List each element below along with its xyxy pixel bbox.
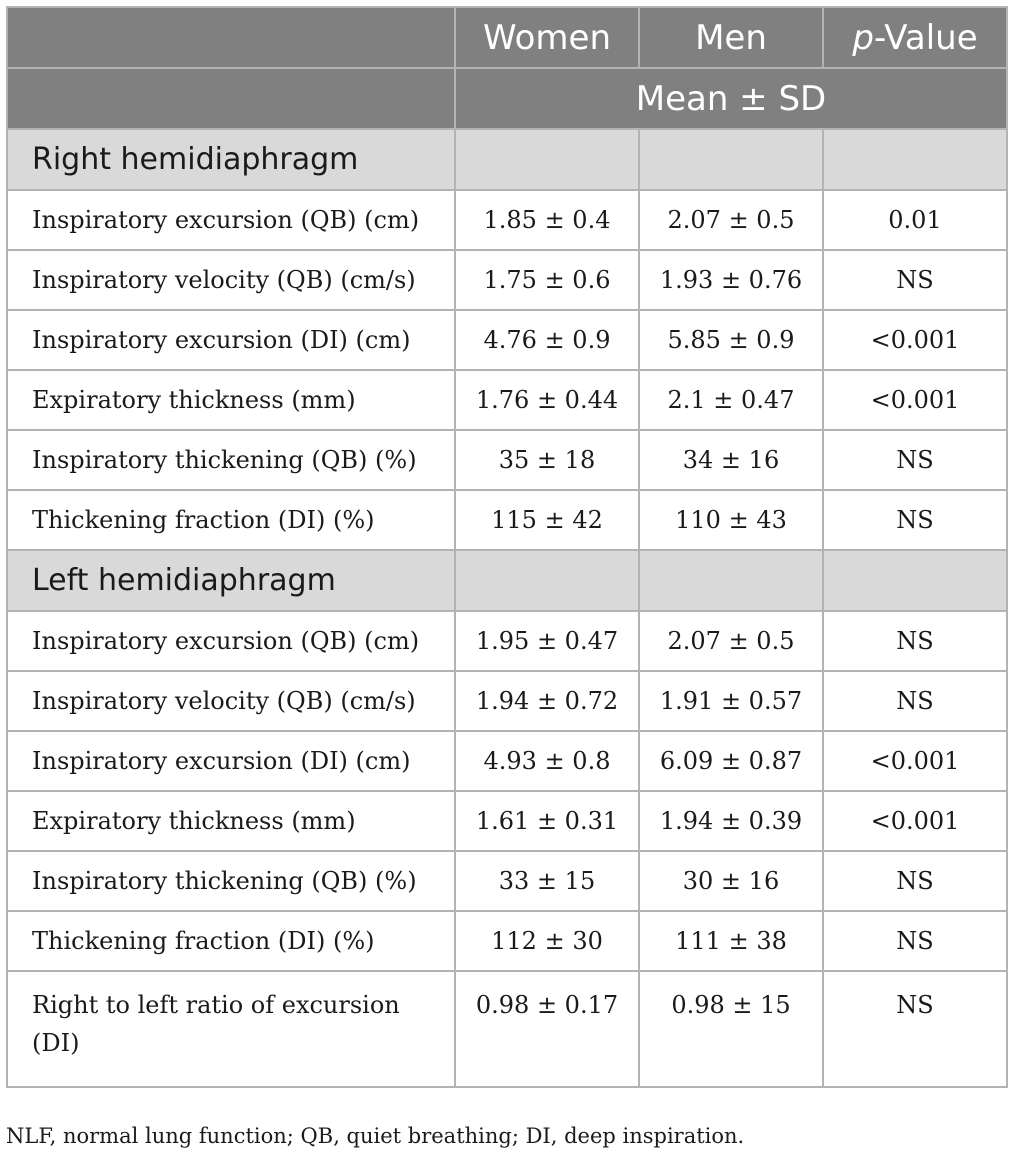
section-blank-cell (823, 129, 1007, 190)
men-value: 1.91 ± 0.57 (639, 671, 823, 731)
table-row (7, 671, 1007, 731)
p-value: NS (823, 671, 1007, 731)
p-value: 0.01 (823, 190, 1007, 250)
header-p-rest: -Value (873, 17, 978, 58)
subheader-blank-cell (7, 68, 455, 129)
section-title: Right hemidiaphragm (7, 129, 455, 190)
header-row (7, 7, 1007, 68)
men-value: 2.07 ± 0.5 (639, 611, 823, 671)
table-row (7, 190, 1007, 250)
header-blank-cell (7, 7, 455, 68)
section-blank-cell (823, 550, 1007, 611)
women-value: 35 ± 18 (455, 430, 639, 490)
p-value: NS (823, 611, 1007, 671)
subheader-mean-sd: Mean ± SD (455, 68, 1007, 129)
results-table-container (6, 6, 1006, 1088)
men-value: 5.85 ± 0.9 (639, 310, 823, 370)
table-row (7, 370, 1007, 430)
p-value: NS (823, 851, 1007, 911)
table-footnote: NLF, normal lung function; QB, quiet breathing; DI, deep inspiration. (6, 1124, 745, 1148)
women-value: 1.75 ± 0.6 (455, 250, 639, 310)
table-row (7, 490, 1007, 550)
p-value: NS (823, 490, 1007, 550)
row-label: Thickening fraction (DI) (%) (7, 911, 455, 971)
table-row (7, 851, 1007, 911)
row-label: Inspiratory excursion (DI) (cm) (7, 731, 455, 791)
row-label: Inspiratory excursion (DI) (cm) (7, 310, 455, 370)
subheader-row (7, 68, 1007, 129)
row-label: Expiratory thickness (mm) (7, 791, 455, 851)
p-value: NS (823, 971, 1007, 1087)
table-row (7, 731, 1007, 791)
section-blank-cell (639, 550, 823, 611)
men-value: 111 ± 38 (639, 911, 823, 971)
men-value: 110 ± 43 (639, 490, 823, 550)
section-title: Left hemidiaphragm (7, 550, 455, 611)
p-value: <0.001 (823, 370, 1007, 430)
women-value: 4.76 ± 0.9 (455, 310, 639, 370)
women-value: 0.98 ± 0.17 (455, 971, 639, 1087)
men-value: 34 ± 16 (639, 430, 823, 490)
table-row (7, 791, 1007, 851)
men-value: 6.09 ± 0.87 (639, 731, 823, 791)
men-value: 2.07 ± 0.5 (639, 190, 823, 250)
section-row-left (7, 550, 1007, 611)
row-label: Inspiratory thickening (QB) (%) (7, 430, 455, 490)
women-value: 1.76 ± 0.44 (455, 370, 639, 430)
header-p-value (823, 7, 1007, 68)
table-row (7, 250, 1007, 310)
section-blank-cell (455, 129, 639, 190)
women-value: 115 ± 42 (455, 490, 639, 550)
women-value: 1.94 ± 0.72 (455, 671, 639, 731)
men-value: 2.1 ± 0.47 (639, 370, 823, 430)
p-value: NS (823, 250, 1007, 310)
p-value: <0.001 (823, 731, 1007, 791)
p-value: <0.001 (823, 791, 1007, 851)
p-value: NS (823, 911, 1007, 971)
men-value: 30 ± 16 (639, 851, 823, 911)
women-value: 1.85 ± 0.4 (455, 190, 639, 250)
table-row (7, 310, 1007, 370)
men-value: 0.98 ± 15 (639, 971, 823, 1087)
women-value: 4.93 ± 0.8 (455, 731, 639, 791)
row-label: Inspiratory velocity (QB) (cm/s) (7, 671, 455, 731)
section-blank-cell (455, 550, 639, 611)
row-label: Expiratory thickness (mm) (7, 370, 455, 430)
results-table (6, 6, 1008, 1088)
p-value: NS (823, 430, 1007, 490)
table-row (7, 911, 1007, 971)
row-label: Inspiratory excursion (QB) (cm) (7, 611, 455, 671)
table-row (7, 971, 1007, 1087)
row-label: Inspiratory velocity (QB) (cm/s) (7, 250, 455, 310)
men-value: 1.94 ± 0.39 (639, 791, 823, 851)
women-value: 1.61 ± 0.31 (455, 791, 639, 851)
header-women: Women (455, 7, 639, 68)
section-row-right (7, 129, 1007, 190)
p-value: <0.001 (823, 310, 1007, 370)
women-value: 1.95 ± 0.47 (455, 611, 639, 671)
header-p-italic: p (852, 17, 874, 58)
header-men: Men (639, 7, 823, 68)
row-label: Inspiratory thickening (QB) (%) (7, 851, 455, 911)
table-row (7, 611, 1007, 671)
row-label: Thickening fraction (DI) (%) (7, 490, 455, 550)
women-value: 33 ± 15 (455, 851, 639, 911)
men-value: 1.93 ± 0.76 (639, 250, 823, 310)
section-blank-cell (639, 129, 823, 190)
women-value: 112 ± 30 (455, 911, 639, 971)
row-label: Inspiratory excursion (QB) (cm) (7, 190, 455, 250)
row-label: Right to left ratio of excursion (DI) (7, 971, 455, 1087)
table-row (7, 430, 1007, 490)
